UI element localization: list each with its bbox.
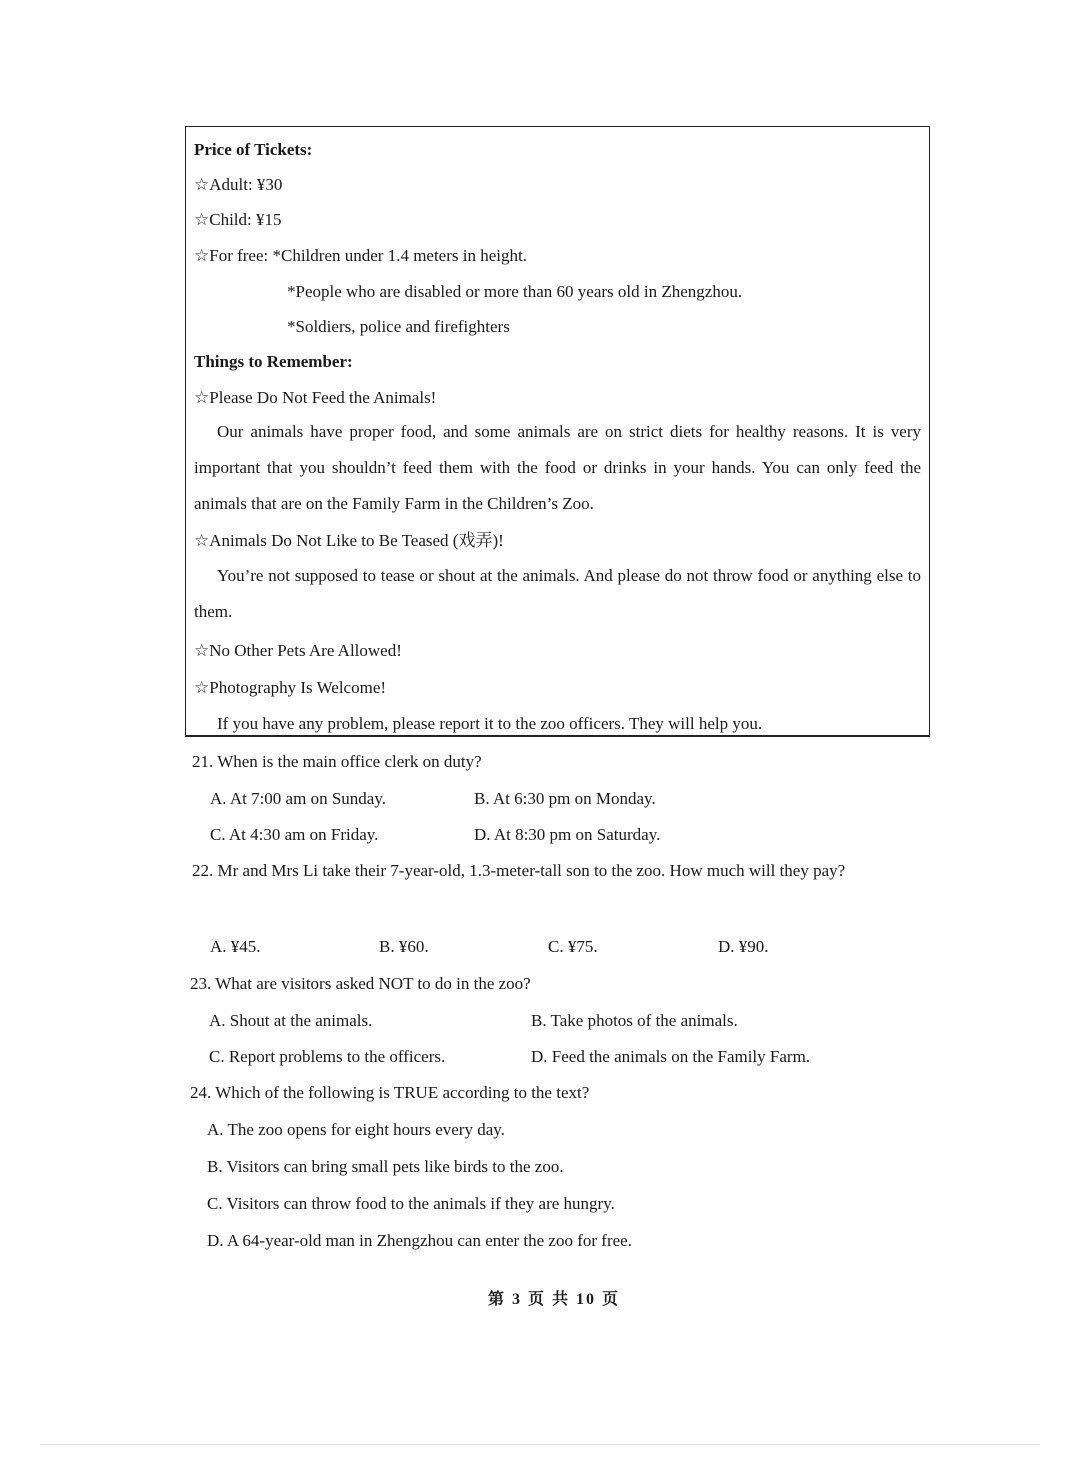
- rule-pets-title: ☆No Other Pets Are Allowed!: [194, 641, 402, 660]
- rule-photo-title: ☆Photography Is Welcome!: [194, 678, 387, 697]
- free-entry-line-2: *People who are disabled or more than 60 years old in Zhengzhou.: [287, 282, 743, 301]
- question-21-option-c: C. At 4:30 am on Friday.: [210, 825, 379, 844]
- closing-note: If you have any problem, please report it to the zoo officers. They will help you.: [217, 714, 763, 733]
- question-22-option-c: C. ¥75.: [548, 937, 598, 956]
- question-24-option-c: C. Visitors can throw food to the animals if they are hungry.: [207, 1194, 615, 1213]
- page-edge-divider: [40, 1444, 1040, 1445]
- question-23-stem: 23. What are visitors asked NOT to do in the zoo?: [190, 974, 531, 993]
- question-22-option-d: D. ¥90.: [718, 937, 769, 956]
- remember-heading: Things to Remember:: [194, 352, 353, 371]
- question-21-option-d: D. At 8:30 pm on Saturday.: [474, 825, 661, 844]
- question-23-option-d: D. Feed the animals on the Family Farm.: [531, 1047, 811, 1066]
- rule-feed-title: ☆Please Do Not Feed the Animals!: [194, 388, 437, 407]
- question-23-option-c: C. Report problems to the officers.: [209, 1047, 446, 1066]
- rule-tease-text: You’re not supposed to tease or shout at the animals. And please do not throw food or anything else to them.: [194, 566, 921, 621]
- rule-tease-title: ☆Animals Do Not Like to Be Teased (戏弄)!: [194, 531, 504, 550]
- question-21-stem: 21. When is the main office clerk on duty?: [192, 752, 482, 771]
- free-entry-line-3: *Soldiers, police and firefighters: [287, 317, 510, 336]
- adult-price: ☆Adult: ¥30: [194, 175, 283, 194]
- free-entry-line-1: ☆For free: *Children under 1.4 meters in height.: [194, 246, 527, 265]
- question-23-option-a: A. Shout at the animals.: [209, 1011, 373, 1030]
- page-number: 第 3 页 共 10 页: [488, 1291, 621, 1308]
- question-24-option-b: B. Visitors can bring small pets like birds to the zoo.: [207, 1157, 564, 1176]
- question-24-stem: 24. Which of the following is TRUE according to the text?: [190, 1083, 590, 1102]
- question-22-stem: 22. Mr and Mrs Li take their 7-year-old, 1.3-meter-tall son to the zoo. How much will they pay?: [192, 861, 846, 880]
- question-24-option-d: D. A 64-year-old man in Zhengzhou can enter the zoo for free.: [207, 1231, 632, 1250]
- price-heading: Price of Tickets:: [194, 140, 313, 159]
- rule-feed-text: Our animals have proper food, and some animals are on strict diets for healthy reasons. It is very important that you shouldn’t feed them with the food or drinks in your hands. You can only feed the animals that are on the Family Farm in the Children’s Zoo.: [194, 422, 921, 513]
- question-23-option-b: B. Take photos of the animals.: [531, 1011, 738, 1030]
- question-24-option-a: A. The zoo opens for eight hours every day.: [207, 1120, 505, 1139]
- question-21-option-a: A. At 7:00 am on Sunday.: [210, 789, 386, 808]
- question-22-option-a: A. ¥45.: [210, 937, 261, 956]
- question-21-option-b: B. At 6:30 pm on Monday.: [474, 789, 656, 808]
- child-price: ☆Child: ¥15: [194, 210, 282, 229]
- question-22-option-b: B. ¥60.: [379, 937, 429, 956]
